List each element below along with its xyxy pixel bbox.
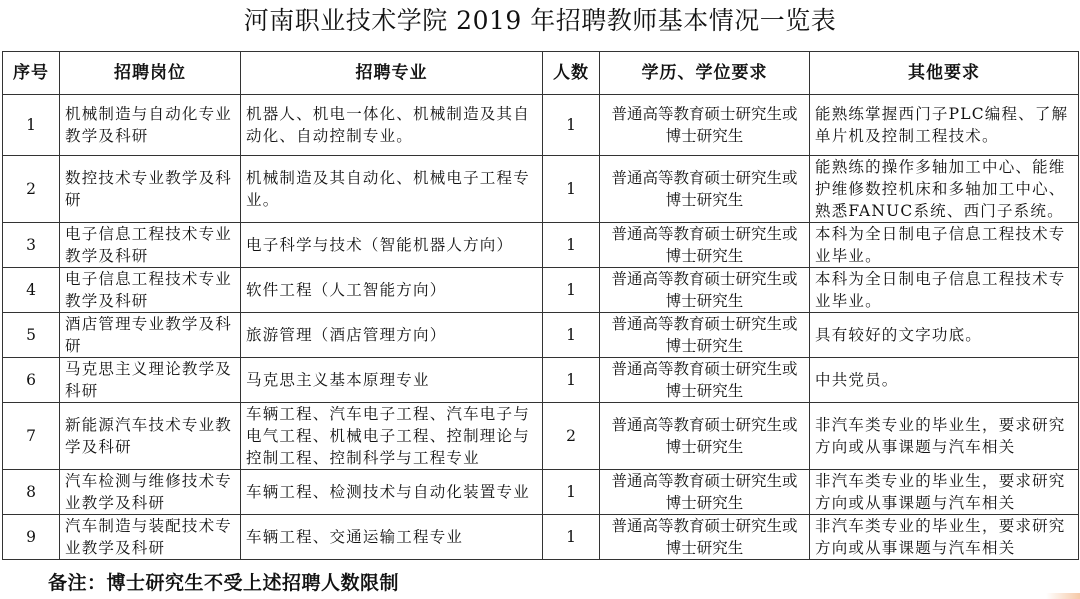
cell-post: 机械制造与自动化专业教学及科研 xyxy=(60,95,241,156)
cell-count: 1 xyxy=(543,95,600,156)
cell-other: 具有较好的文字功底。 xyxy=(810,313,1079,358)
cell-major: 机器人、机电一体化、机械制造及其自动化、自动控制专业。 xyxy=(241,95,543,156)
corner-decoration xyxy=(1046,593,1080,599)
table-row xyxy=(3,268,1079,313)
cell-other: 非汽车类专业的毕业生，要求研究方向或从事课题与汽车相关 xyxy=(810,515,1079,560)
recruitment-table xyxy=(2,51,1079,560)
cell-other: 中共党员。 xyxy=(810,358,1079,403)
cell-count: 1 xyxy=(543,156,600,223)
cell-other: 能熟练掌握西门子PLC编程、了解单片机及控制工程技术。 xyxy=(810,95,1079,156)
cell-post: 汽车制造与装配技术专业教学及科研 xyxy=(60,515,241,560)
cell-other: 非汽车类专业的毕业生，要求研究方向或从事课题与汽车相关 xyxy=(810,403,1079,470)
cell-major: 机械制造及其自动化、机械电子工程专业。 xyxy=(241,156,543,223)
table-row xyxy=(3,156,1079,223)
table-row xyxy=(3,470,1079,515)
cell-no: 4 xyxy=(3,268,60,313)
cell-count: 1 xyxy=(543,268,600,313)
table-header-row xyxy=(3,52,1079,95)
cell-no: 6 xyxy=(3,358,60,403)
cell-count: 1 xyxy=(543,470,600,515)
cell-degree: 普通高等教育硕士研究生或博士研究生 xyxy=(600,268,810,313)
table-row xyxy=(3,95,1079,156)
cell-degree: 普通高等教育硕士研究生或博士研究生 xyxy=(600,156,810,223)
cell-count: 1 xyxy=(543,223,600,268)
cell-other: 非汽车类专业的毕业生，要求研究方向或从事课题与汽车相关 xyxy=(810,470,1079,515)
table-row xyxy=(3,223,1079,268)
cell-degree: 普通高等教育硕士研究生或博士研究生 xyxy=(600,223,810,268)
cell-other: 本科为全日制电子信息工程技术专业毕业。 xyxy=(810,268,1079,313)
column-header-major: 招聘专业 xyxy=(241,52,543,95)
cell-degree: 普通高等教育硕士研究生或博士研究生 xyxy=(600,313,810,358)
footnote: 备注：博士研究生不受上述招聘人数限制 xyxy=(48,572,400,594)
cell-post: 汽车检测与维修技术专业教学及科研 xyxy=(60,470,241,515)
cell-no: 3 xyxy=(3,223,60,268)
cell-post: 马克思主义理论教学及科研 xyxy=(60,358,241,403)
cell-post: 酒店管理专业教学及科研 xyxy=(60,313,241,358)
cell-major: 车辆工程、交通运输工程专业 xyxy=(241,515,543,560)
cell-degree: 普通高等教育硕士研究生或博士研究生 xyxy=(600,403,810,470)
cell-major: 车辆工程、检测技术与自动化装置专业 xyxy=(241,470,543,515)
cell-count: 1 xyxy=(543,313,600,358)
column-header-other: 其他要求 xyxy=(810,52,1079,95)
cell-no: 5 xyxy=(3,313,60,358)
table-row xyxy=(3,313,1079,358)
table-row xyxy=(3,515,1079,560)
cell-major: 软件工程（人工智能方向） xyxy=(241,268,543,313)
cell-post: 电子信息工程技术专业教学及科研 xyxy=(60,268,241,313)
cell-degree: 普通高等教育硕士研究生或博士研究生 xyxy=(600,470,810,515)
cell-count: 1 xyxy=(543,515,600,560)
cell-post: 电子信息工程技术专业教学及科研 xyxy=(60,223,241,268)
cell-other: 能熟练的操作多轴加工中心、能维护维修数控机床和多轴加工中心、熟悉FANUC系统、西门子系统。 xyxy=(810,156,1079,223)
cell-degree: 普通高等教育硕士研究生或博士研究生 xyxy=(600,95,810,156)
cell-major: 马克思主义基本原理专业 xyxy=(241,358,543,403)
page-title: 河南职业技术学院 2019 年招聘教师基本情况一览表 xyxy=(243,6,837,35)
column-header-count: 人数 xyxy=(543,52,600,95)
cell-count: 1 xyxy=(543,358,600,403)
cell-no: 7 xyxy=(3,403,60,470)
cell-degree: 普通高等教育硕士研究生或博士研究生 xyxy=(600,358,810,403)
cell-no: 2 xyxy=(3,156,60,223)
cell-major: 电子科学与技术（智能机器人方向） xyxy=(241,223,543,268)
cell-no: 9 xyxy=(3,515,60,560)
cell-no: 1 xyxy=(3,95,60,156)
cell-no: 8 xyxy=(3,470,60,515)
cell-major: 车辆工程、汽车电子工程、汽车电子与电气工程、机械电子工程、控制理论与控制工程、控制科学与工程专业 xyxy=(241,403,543,470)
table-row xyxy=(3,403,1079,470)
cell-post: 数控技术专业教学及科研 xyxy=(60,156,241,223)
cell-count: 2 xyxy=(543,403,600,470)
cell-other: 本科为全日制电子信息工程技术专业毕业。 xyxy=(810,223,1079,268)
cell-degree: 普通高等教育硕士研究生或博士研究生 xyxy=(600,515,810,560)
column-header-degree: 学历、学位要求 xyxy=(600,52,810,95)
column-header-post: 招聘岗位 xyxy=(60,52,241,95)
table-row xyxy=(3,358,1079,403)
cell-post: 新能源汽车技术专业教学及科研 xyxy=(60,403,241,470)
column-header-no: 序号 xyxy=(3,52,60,95)
cell-major: 旅游管理（酒店管理方向） xyxy=(241,313,543,358)
